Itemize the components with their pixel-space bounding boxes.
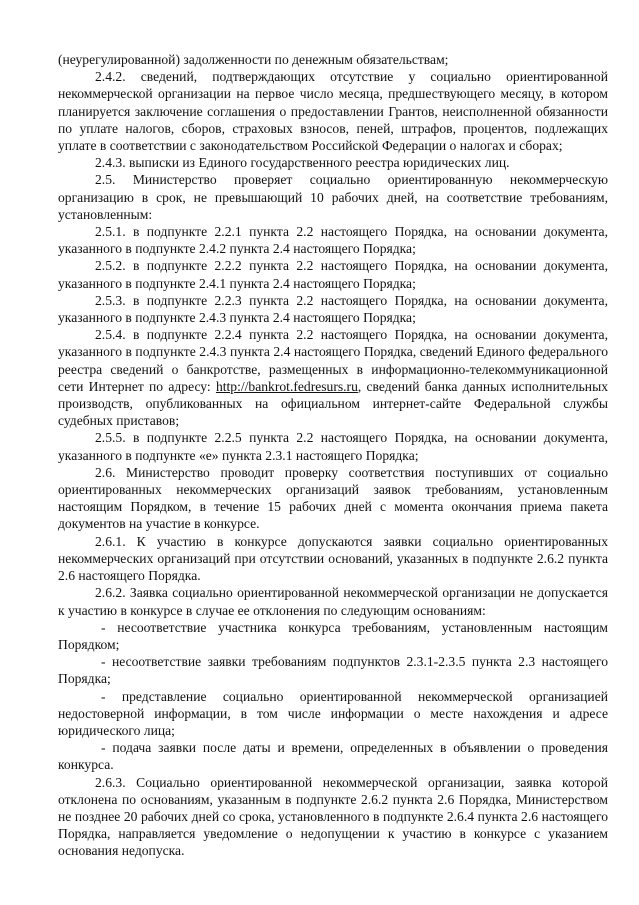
list-item-late-submission: - подача заявки после даты и времени, определенных в объявлении о проведения конкурса. <box>58 740 608 773</box>
paragraph-2-6-3: 2.6.3. Социально ориентированной некоммерческой организации, заявка которой отклонена по основаниям, указанным в подпункте 2.6.2 пункта 2.6 Порядка, Министерством не позднее 20 рабочих дней со срока, установленного в подпункте 2.6.4 пункта 2.6 настоящего Порядка, направляется уведомление о недопущении к участию в конкурсе с указанием основания недопуска. <box>58 774 608 859</box>
list-item-participant-mismatch: - несоответствие участника конкурса требованиям, установленным настоящим Порядком; <box>58 619 608 652</box>
paragraph-2-6-2: 2.6.2. Заявка социально ориентированной некоммерческой организации не допускается к участию в конкурсе в случае ее отклонения по следующим основаниям: <box>58 585 608 618</box>
paragraph-2-5-1: 2.5.1. в подпункте 2.2.1 пункта 2.2 настоящего Порядка, на основании документа, указанного в подпункте 2.4.2 пункта 2.4 настоящего Порядка; <box>58 224 608 257</box>
bankrot-fedresurs-link[interactable]: http://bankrot.fedresurs.ru <box>215 378 358 394</box>
paragraph-2-4-2: 2.4.2. сведений, подтверждающих отсутствие у социально ориентированной некоммерческой организации на первое число месяца, предшествующего месяцу, в котором планируется заключение соглашения о предоставлении Грантов, неисполненной обязанности по уплате налогов, сборов, страховых взносов, пеней, штрафов, процентов, подлежащих уплате в соответствии с законодательством Российской Федерации о налогах и сборах; <box>58 69 608 154</box>
list-item-false-information: - представление социально ориентированной некоммерческой организацией недостоверной информации, в том числе информации о месте нахождения и адресе юридического лица; <box>58 688 608 738</box>
paragraph-2-5-2: 2.5.2. в подпункте 2.2.2 пункта 2.2 настоящего Порядка, на основании документа, указанного в подпункте 2.4.1 пункта 2.4 настоящего Порядка; <box>58 258 608 291</box>
paragraph-2-5-5: 2.5.5. в подпункте 2.2.5 пункта 2.2 настоящего Порядка, на основании документа, указанного в подпункте «е» пункта 2.3.1 настоящего Порядка; <box>58 430 608 463</box>
paragraph-2-4-3: 2.4.3. выписки из Единого государственного реестра юридических лиц. <box>95 155 510 171</box>
paragraph-2-5-4-text-end: , сведений банка данных исполнительных производств, опубликованных на официальном интернет-сайте Федеральной службы судебных приставов; <box>58 378 609 429</box>
paragraph-2-5-4-text-start: 2.5.4. в подпункте 2.2.4 пункта 2.2 настоящего Порядка, на основании документа, указанного в подпункте 2.4.3 пункта 2.4 настоящего Порядка, сведений Единого федерального реестра сведений о банкротстве, размещенных в информационно-телекоммуникационной сети Интернет по адресу: <box>58 327 608 394</box>
list-item-application-mismatch: - несоответствие заявки требованиям подпунктов 2.3.1-2.3.5 пункта 2.3 настоящего Порядка; <box>58 654 608 687</box>
paragraph-2-6-1: 2.6.1. К участию в конкурсе допускаются заявки социально ориентированных некоммерческих организаций при отсутствии оснований, указанных в подпункте 2.6.2 пункта 2.6 настоящего Порядка. <box>58 533 608 584</box>
paragraph-2-5-4 <box>58 326 608 429</box>
paragraph-2-5-3: 2.5.3. в подпункте 2.2.3 пункта 2.2 настоящего Порядка, на основании документа, указанного в подпункте 2.4.3 пункта 2.4 настоящего Порядка; <box>58 292 608 326</box>
paragraph-2-6: 2.6. Министерство проводит проверку соответствия поступивших от социально ориентированных некоммерческих организаций заявок требованиям, установленным настоящим Порядком, в течение 15 рабочих дней с момента окончания приема пакета документов на участие в конкурсе. <box>58 464 608 532</box>
paragraph-debt-continuation: (неурегулированной) задолженности по денежным обязательствам; <box>58 52 449 67</box>
paragraph-2-5: 2.5. Министерство проверяет социально ориентированную некоммерческую организацию в срок, не превышающий 10 рабочих дней, на соответствие требованиям, установленным: <box>58 172 608 222</box>
document-body <box>58 51 608 860</box>
